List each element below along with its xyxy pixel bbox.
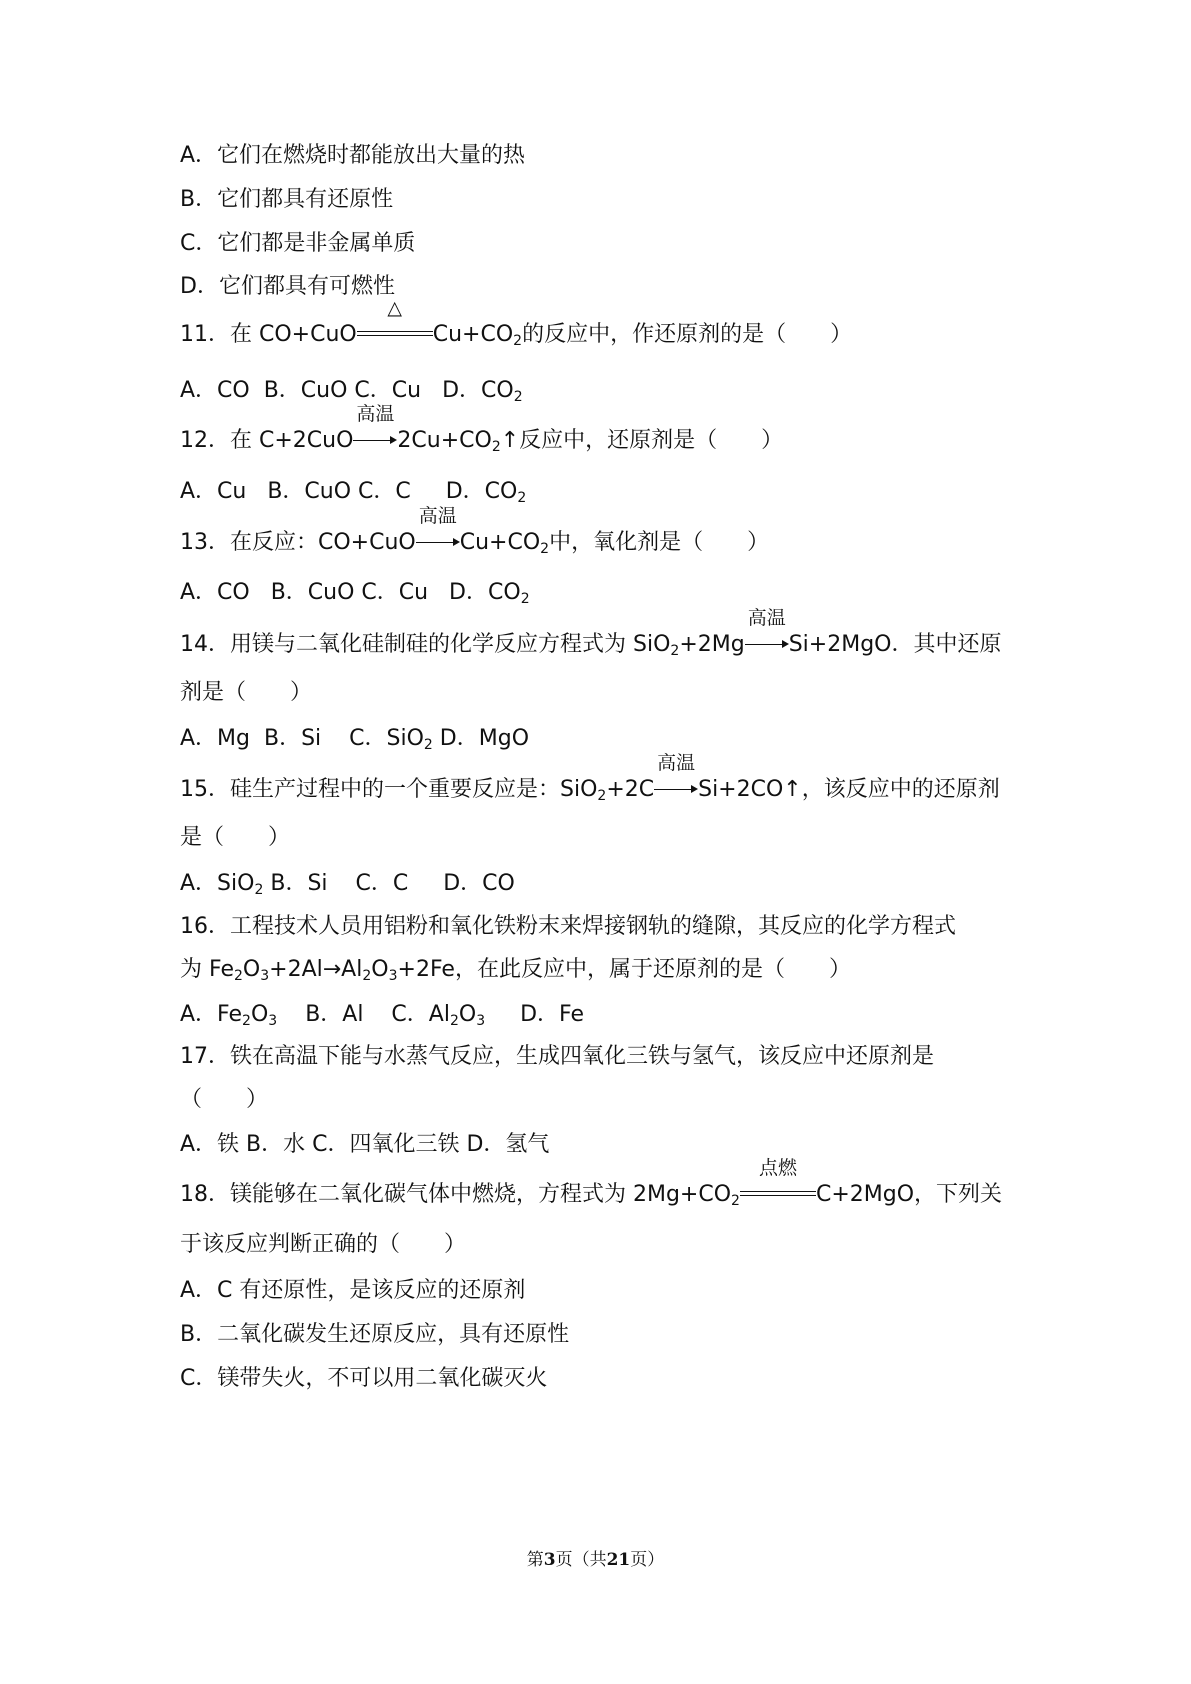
- question-18-option-b: B．二氧化碳发生还原反应，具有还原性: [180, 1322, 570, 1347]
- reaction-condition-high-temp: 高温: [353, 426, 397, 456]
- question-18-line2: 于该反应判断正确的（ ）: [180, 1232, 467, 1257]
- question-15-line2: 是（ ）: [180, 825, 291, 850]
- page-number: 3: [543, 1550, 556, 1570]
- page-total: 21: [606, 1550, 631, 1570]
- q10-option-c: C．它们都是非金属单质: [180, 231, 416, 256]
- reaction-condition-high-temp: 高温: [745, 630, 789, 660]
- question-18-option-a: A．C 有还原性，是该反应的还原剂: [180, 1278, 526, 1303]
- question-12-options: A．Cu B．CuO C．C D．$CO_2$: [180, 479, 527, 506]
- q10-option-d: D．它们都具有可燃性: [180, 274, 395, 299]
- page-footer: 第3页（共21页）: [526, 1550, 665, 1570]
- question-17-options: A．铁 B．水 C．四氧化三铁 D．氢气: [180, 1132, 550, 1157]
- q10-option-a: A．它们在燃烧时都能放出大量的热: [180, 143, 526, 168]
- question-14: 14．用镁与二氧化硅制硅的化学反应方程式为 SiO$_2$+2Mg 高温 Si+2MgO．其中还原: [180, 607, 1002, 659]
- question-15: 15．硅生产过程中的一个重要反应是：SiO$_2$+2C 高温 Si+2CO↑，该反应中的还原剂: [180, 752, 1000, 804]
- question-13: 13．在反应：CO+CuO 高温 $Cu+CO_2$中，氧化剂是（ ）: [180, 505, 770, 557]
- question-16: 16．工程技术人员用铝粉和氧化铁粉末来焊接钢轨的缝隙，其反应的化学方程式: [180, 914, 956, 939]
- question-11: 11．在 CO+CuO △ $Cu+CO_2$的反应中，作还原剂的是（ ）: [180, 297, 853, 349]
- question-16-options: A．$Fe_2O_3$ B．Al C．$Al_2O_3$ D．Fe: [180, 1002, 585, 1029]
- question-16-line2: 为 $Fe_2O_3+2Al\to Al_2O_3+2Fe$，在此反应中，属于还原剂的是（ ）: [180, 957, 851, 984]
- question-14-options: A．Mg B．Si C．SiO$_2$ D．MgO: [180, 726, 530, 753]
- reaction-condition-high-temp: 高温: [654, 775, 698, 805]
- reaction-condition-heat: △: [357, 320, 433, 350]
- question-14-line2: 剂是（ ）: [180, 680, 313, 705]
- reaction-condition-ignite: 点燃: [740, 1180, 816, 1210]
- question-13-options: A．CO B．CuO C．Cu D．$CO_2$: [180, 580, 530, 607]
- question-17: 17．铁在高温下能与水蒸气反应，生成四氧化三铁与氢气，该反应中还原剂是: [180, 1044, 934, 1069]
- question-15-options: A．SiO$_2$ B．Si C．C D．CO: [180, 871, 515, 898]
- question-18: 18．镁能够在二氧化碳气体中燃烧，方程式为 $2Mg+CO_2$ 点燃 C+2MgO，下列关: [180, 1157, 1003, 1209]
- question-18-option-c: C．镁带失火，不可以用二氧化碳灭火: [180, 1366, 548, 1391]
- question-17-line2: （ ）: [180, 1087, 269, 1112]
- question-11-options: A．CO B．CuO C．Cu D．$CO_2$: [180, 378, 523, 405]
- q10-option-b: B．它们都具有还原性: [180, 187, 394, 212]
- question-12: 12．在 C+2CuO 高温 $2Cu+CO_2↑$反应中，还原剂是（ ）: [180, 403, 784, 455]
- reaction-condition-high-temp: 高温: [416, 528, 460, 558]
